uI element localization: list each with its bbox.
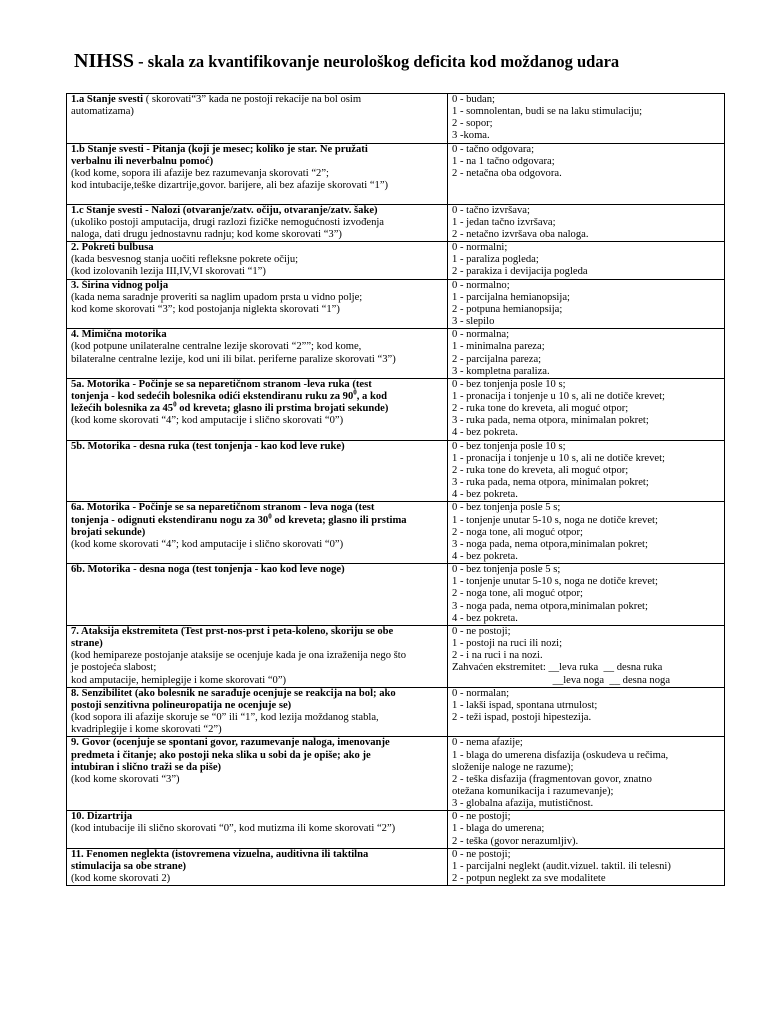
description-line [71,415,443,427]
description-text: 3. Širina vidnog polja [71,279,169,291]
item-scores [448,687,725,737]
score-option: 2 - noga tone, ali moguć otpor; [452,588,583,600]
description-text: 1.a Stanje svesti [71,94,144,105]
item-scores [448,279,725,329]
description-text: predmeta i čitanje; ako postoji neka slika u sobi da je opiše; ako je [71,749,371,761]
title-subtitle: - skala za kvantifikovanje neurološkog deficita kod moždanog udara [134,52,620,71]
description-text: (ukoliko postoji amputacija, drugi razlozi fizičke nemogućnosti izvođenja [71,216,385,228]
description-text: naloga, dati drugu jednostavnu radnju; kod kome skorovati “3”) [71,228,342,240]
score-option: 0 - tačno odgovara; [452,143,535,155]
score-option: 1 - blaga do umerena disfazija (oskudeva u rečima, [452,749,669,761]
description-text: 6b. Motorika - desna noga (test tonjenja - kao kod leve noge) [71,564,345,576]
score-option: 2 - teži ispad, postoji hipestezija. [452,712,592,724]
score-option: 2 - i na ruci i na nozi. [452,650,543,662]
description-line [71,341,443,353]
description-text: ležećih bolesnika za 45 [71,403,174,415]
description-text: od kreveta; glasno ili prstima [271,514,407,526]
score-option: 1 - paraliza pogleda; [452,254,539,266]
description-line [71,229,443,241]
score-option: 2 - parakiza i devijacija pogleda [452,266,588,278]
score-option: 0 - ne postoji; [452,811,511,823]
score-option: 3 - globalna afazija, mutističnost. [452,798,594,810]
description-text: 8. Senzibilitet (ako bolesnik ne sarađuje ocenjuje se reakcija na bol; ako [71,687,396,699]
score-option: 0 - ne postoji; [452,848,511,860]
item-scores [448,378,725,440]
item-scores [448,204,725,241]
description-line [71,750,443,762]
description-line [71,205,443,217]
item-description [67,329,448,379]
score-option: 0 - normalan; [452,687,510,699]
table-row [67,625,725,687]
score-option: 2 - ruka tone do kreveta, ali moguć otpor; [452,403,629,415]
item-scores [448,329,725,379]
description-line [71,180,443,192]
score-option: 0 - bez tonjenja posle 10 s; [452,440,566,452]
score-option: 4 - bez pokreta. [452,489,518,501]
description-text: kod amputacije, hemiplegije i kome skorovati “0”) [71,674,287,686]
description-line [71,292,443,304]
description-line [71,873,443,885]
description-text: od kreveta; glasno ili prstima brojati sekunde) [176,403,389,415]
description-text: (kod potpune unilateralne centralne lezije skorovati “2””; kod kome, [71,341,362,353]
description-text: stimulacija sa obe strane) [71,860,187,872]
table-row [67,564,725,626]
nihss-table [66,93,725,886]
description-text: kod kome skorovati “3”; kod postojanja niglekta skorovati “1”) [71,303,340,315]
score-option: 1 - minimalna pareza; [452,341,545,353]
description-text: je postojeća slabost; [71,662,157,674]
item-scores [448,564,725,626]
description-text: tonjenja - odignuti ekstendiranu nogu za 30 [71,514,269,526]
score-option: 2 - ruka tone do kreveta, ali moguć otpor; [452,464,629,476]
description-text: 5b. Motorika - desna ruka (test tonjenja - kao kod leve ruke) [71,440,345,452]
score-option: 3 - noga pada, nema otpora,minimalan pokret; [452,538,648,550]
item-description [67,848,448,885]
description-line [71,688,443,700]
score-option: otežana komunikacija i razumevanje); [452,785,614,797]
score-option: 2 - parcijalna pareza; [452,353,542,365]
table-row [67,502,725,564]
description-line [71,564,443,576]
score-option: 1 - tonjenje unutar 5-10 s, noga ne dotiče krevet; [452,576,658,588]
description-line [71,379,443,391]
description-text: 10. Dizartrija [71,811,133,823]
table-row [67,440,725,502]
score-option: 1 - somnolentan, budi se na laku stimulaciju; [452,106,643,118]
score-option: 4 - bez pokreta. [452,612,518,624]
score-option: 0 - budan; [452,94,495,105]
score-option: 1 - pronacija i tonjenje u 10 s, ali ne dotiče krevet; [452,390,665,402]
description-text: tonjenja - kod sedećih bolesnika odići ekstendiranu ruku za 90 [71,390,354,402]
score-option: 1 - blaga do umerena; [452,823,545,835]
description-line [71,712,443,724]
table-row [67,378,725,440]
table-row [67,242,725,279]
description-text: (kod kome skorovati “4”; kod amputacije i slično skorovati “0”) [71,415,344,427]
description-text: (kod sopora ili afazije skoruje se “0” ili “1”, kod lezija moždanog stabla, [71,712,379,724]
description-text: verbalnu ili neverbalnu pomoć) [71,155,214,167]
score-option: 2 - netačna oba odgovora. [452,167,562,179]
description-text: (kada nema saradnje proveriti sa naglim upadom prsta u vidno polje; [71,291,363,303]
score-option: 0 - normalna; [452,329,510,341]
item-scores [448,502,725,564]
description-text: (kod intubacije ili slično skorovati “0”, kod mutizma ili kome skorovati “2”) [71,823,396,835]
description-line [71,700,443,712]
score-option: 3 - slepilo [452,316,495,328]
description-line [71,304,443,316]
item-scores [448,143,725,204]
description-line [71,388,443,403]
score-option: 2 - potpuna hemianopsija; [452,303,563,315]
description-line [71,502,443,514]
description-line [71,774,443,786]
description-line [71,539,443,551]
description-text: 11. Fenomen neglekta (istovremena vizuelna, auditivna ili taktilna [71,848,369,860]
description-text: 2. Pokreti bulbusa [71,242,154,254]
score-option: Zahvaćen ekstremitet: __leva ruka __ desna ruka [452,662,663,674]
description-line [71,441,443,453]
description-line [71,737,443,749]
description-text: intubiran i slično traži se da piše) [71,761,222,773]
item-description [67,94,448,144]
score-option: 1 - jedan tačno izvršava; [452,216,556,228]
description-line [71,94,443,106]
score-option: 1 - na 1 tačno odgovara; [452,155,555,167]
nihss-table-body [67,94,725,886]
table-row [67,848,725,885]
item-description [67,204,448,241]
description-text: bilateralne centralne lezije, kod uni ili bilat. periferne paralize skorovati “3”) [71,353,396,365]
description-text: 7. Ataksija ekstremiteta (Test prst-nos-prst i peta-koleno, skoriju se obe [71,625,394,637]
item-scores [448,737,725,811]
item-description [67,811,448,848]
description-text: kvadriplegije i kome skorovati “2”) [71,724,222,736]
score-option: 0 - bez tonjenja posle 5 s; [452,564,561,576]
item-description [67,242,448,279]
description-line [71,811,443,823]
description-line [71,144,443,156]
item-scores [448,242,725,279]
item-description [67,440,448,502]
description-line [71,675,443,687]
description-line [71,354,443,366]
description-text: 9. Govor (ocenjuje se spontani govor, razumevanje naloga, imenovanje [71,737,390,749]
score-option: 2 - teška (govor nerazumljiv). [452,835,579,847]
item-description [67,625,448,687]
item-scores [448,625,725,687]
description-line [71,242,443,254]
description-line [71,106,443,118]
item-description [67,737,448,811]
score-option: 0 - bez tonjenja posle 10 s; [452,378,566,390]
score-option: 1 - parcijalni neglekt (audit.vizuel. taktil. ili telesni) [452,860,671,872]
description-text: (kod kome skorovati “4”; kod amputacije i slično skorovati “0”) [71,538,344,550]
description-text: 1.b Stanje svesti - Pitanja (koji je mesec; koliko je star. Ne pružati [71,143,368,155]
score-option: 1 - pronacija i tonjenje u 10 s, ali ne dotiče krevet; [452,452,665,464]
table-row [67,329,725,379]
page-title [74,50,754,73]
description-line [71,512,443,527]
score-option: 3 - ruka pada, nema otpora, minimalan pokret; [452,415,649,427]
description-line [71,329,443,341]
score-option: 3 - noga pada, nema otpora,minimalan pokret; [452,600,648,612]
score-option: 2 - netačno izvršava oba naloga. [452,228,589,240]
description-text: 1.c Stanje svesti - Nalozi (otvaranje/zatv. očiju, otvaranje/zatv. šake) [71,204,378,216]
table-row [67,143,725,204]
table-row [67,687,725,737]
description-text: (kod hemipareze postojanje ataksije se ocenjuje kada je ona izraženija nego što [71,650,407,662]
score-option: 0 - bez tonjenja posle 5 s; [452,502,561,514]
description-line [71,168,443,180]
score-option: 1 - lakši ispad, spontana utrnulost; [452,699,598,711]
description-line [71,650,443,662]
score-option: 4 - bez pokreta. [452,427,518,439]
score-option: 2 - potpun neglekt za sve modalitete [452,873,606,885]
table-row [67,204,725,241]
description-text: strane) [71,638,103,650]
table-row [67,737,725,811]
score-option: 1 - parcijalna hemianopsija; [452,291,570,303]
description-line [71,156,443,168]
item-description [67,378,448,440]
description-line [71,861,443,873]
score-option: 0 - tačno izvršava; [452,204,530,216]
item-description [67,279,448,329]
table-row [67,279,725,329]
description-text: (kod kome, sopora ili afazije bez razumevanja skorovati “2”; [71,167,329,179]
score-option: 1 - tonjenje unutar 5-10 s, noga ne dotiče krevet; [452,514,658,526]
description-text: postoji senzitivna polineuropatija ne ocenjuje se) [71,699,292,711]
description-text: , a kod [356,390,388,402]
description-line [71,527,443,539]
description-text: automatizama) [71,106,134,118]
description-text: ( skorovati“3” kada ne postoji rekacije na bol osim [143,94,362,105]
description-line [71,823,443,835]
item-scores [448,94,725,144]
description-text: (kod kome skorovati “3”) [71,773,180,785]
title-main: NIHSS [74,50,135,72]
score-option: __leva noga __ desna noga [452,674,671,686]
description-line [71,724,443,736]
description-text: 4. Mimična motorika [71,329,167,341]
description-line [71,254,443,266]
degree-superscript: 0 [353,388,357,397]
score-option: 2 - sopor; [452,118,493,130]
degree-superscript: 0 [268,512,272,520]
table-row [67,94,725,144]
description-line [71,849,443,861]
description-line [71,638,443,650]
score-option: 1 - postoji na ruci ili nozi; [452,638,563,650]
item-description [67,564,448,626]
score-option: 2 - noga tone, ali moguć otpor; [452,526,583,538]
item-scores [448,811,725,848]
description-line [71,217,443,229]
item-description [67,143,448,204]
score-option: 2 - teška disfazija (fragmentovan govor, znatno [452,773,652,785]
item-scores [448,440,725,502]
score-option: složenije naloge ne razume); [452,761,574,773]
score-option: 0 - normalno; [452,279,510,291]
description-text: (kod izolovanih lezija III,IV,VI skorovati “1”) [71,266,266,278]
score-option: 3 - ruka pada, nema otpora, minimalan pokret; [452,477,649,489]
item-description [67,502,448,564]
score-option: 4 - bez pokreta. [452,551,518,562]
description-line [71,266,443,278]
description-text: (kada besvesnog stanja uočiti refleksne pokrete očiju; [71,254,299,266]
table-row [67,811,725,848]
score-option: 0 - normalni; [452,242,508,254]
score-option: 3 - kompletna paraliza. [452,365,550,377]
item-scores [448,848,725,885]
score-option: 3 -koma. [452,130,490,142]
description-line [71,662,443,674]
description-text: kod intubacije,teške dizartrije,govor. barijere, ali bez afazije skorovati “1”) [71,180,389,192]
description-text: 6a. Motorika - Počinje se sa neparetičnom stranom - leva noga (test [71,502,375,514]
description-text: 5a. Motorika - Počinje se sa neparetičnom stranom -leva ruka (test [71,378,372,390]
degree-superscript: 0 [173,400,177,409]
description-text: brojati sekunde) [71,526,146,538]
description-line [71,762,443,774]
item-description [67,687,448,737]
score-option: 0 - nema afazije; [452,737,523,749]
score-option: 0 - ne postoji; [452,625,511,637]
description-line [71,400,443,415]
description-text: (kod kome skorovati 2) [71,873,171,885]
description-line [71,626,443,638]
description-line [71,280,443,292]
